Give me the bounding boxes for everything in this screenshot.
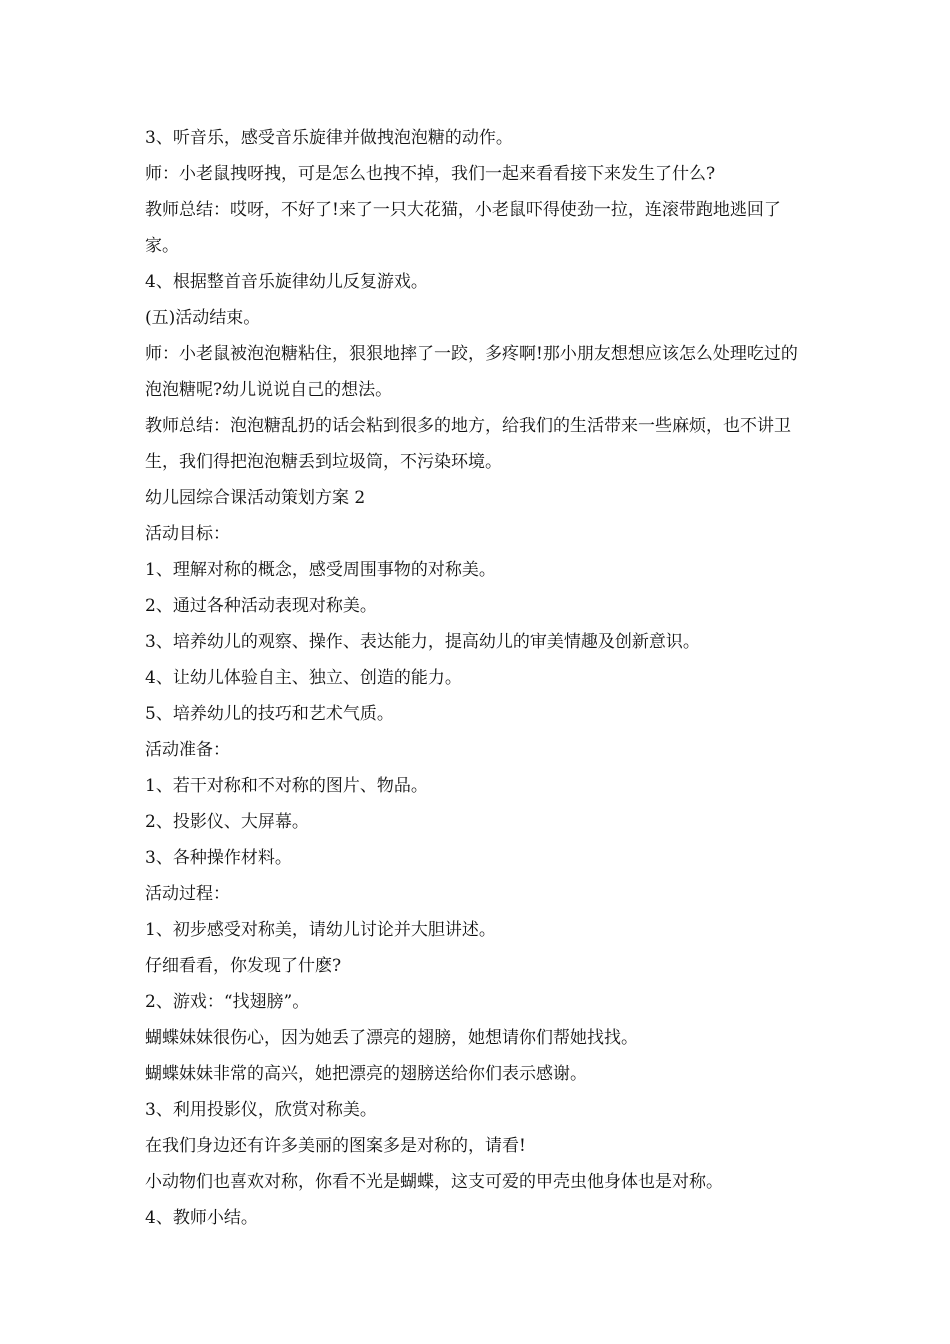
- list-item: 3、利用投影仪，欣赏对称美。: [145, 1100, 377, 1120]
- list-item: 2、游戏：“找翅膀”。: [145, 992, 310, 1012]
- list-item: 3、各种操作材料。: [145, 848, 292, 868]
- paragraph: 蝴蝶妹妹非常的高兴，她把漂亮的翅膀送给你们表示感谢。: [145, 1064, 587, 1084]
- paragraph-summary-1: 教师总结：哎呀，不好了!来了一只大花猫，小老鼠吓得使劲一拉，连滚带跑地逃回了家。: [145, 200, 781, 256]
- heading-goals: 活动目标：: [145, 524, 230, 544]
- list-item: 1、若干对称和不对称的图片、物品。: [145, 776, 428, 796]
- paragraph: 仔细看看，你发现了什麽?: [145, 956, 342, 976]
- paragraph-teacher-1: 师：小老鼠拽呀拽，可是怎么也拽不掉，我们一起来看看接下来发生了什么?: [145, 164, 716, 184]
- list-item: 1、理解对称的概念，感受周围事物的对称美。: [145, 560, 496, 580]
- paragraph-section-end: (五)活动结束。: [145, 308, 261, 328]
- list-item: 4、让幼儿体验自主、独立、创造的能力。: [145, 668, 462, 688]
- list-item: 2、通过各种活动表现对称美。: [145, 596, 377, 616]
- paragraph: 小动物们也喜欢对称，你看不光是蝴蝶，这支可爱的甲壳虫他身体也是对称。: [145, 1172, 723, 1192]
- section-title-plan-2: 幼儿园综合课活动策划方案 2: [145, 488, 366, 508]
- paragraph-step-3: 3、听音乐，感受音乐旋律并做拽泡泡糖的动作。: [145, 128, 513, 148]
- document-body: [145, 120, 810, 1236]
- paragraph-summary-2: 教师总结：泡泡糖乱扔的话会粘到很多的地方，给我们的生活带来一些麻烦，也不讲卫生，我们得把泡泡糖丢到垃圾筒，不污染环境。: [145, 416, 791, 472]
- list-item: 3、培养幼儿的观察、操作、表达能力，提高幼儿的审美情趣及创新意识。: [145, 632, 700, 652]
- heading-process: 活动过程：: [145, 884, 230, 904]
- list-item: 4、教师小结。: [145, 1208, 258, 1228]
- list-item: 5、培养幼儿的技巧和艺术气质。: [145, 704, 394, 724]
- paragraph: 蝴蝶妹妹很伤心，因为她丢了漂亮的翅膀，她想请你们帮她找找。: [145, 1028, 638, 1048]
- list-item: 2、投影仪、大屏幕。: [145, 812, 309, 832]
- list-item: 1、初步感受对称美，请幼儿讨论并大胆讲述。: [145, 920, 496, 940]
- paragraph: 在我们身边还有许多美丽的图案多是对称的，请看!: [145, 1136, 526, 1156]
- heading-preparation: 活动准备：: [145, 740, 230, 760]
- paragraph-teacher-2: 师：小老鼠被泡泡糖粘住，狠狠地摔了一跤，多疼啊!那小朋友想想应该怎么处理吃过的泡泡糖呢?幼儿说说自己的想法。: [145, 344, 798, 400]
- paragraph-step-4: 4、根据整首音乐旋律幼儿反复游戏。: [145, 272, 428, 292]
